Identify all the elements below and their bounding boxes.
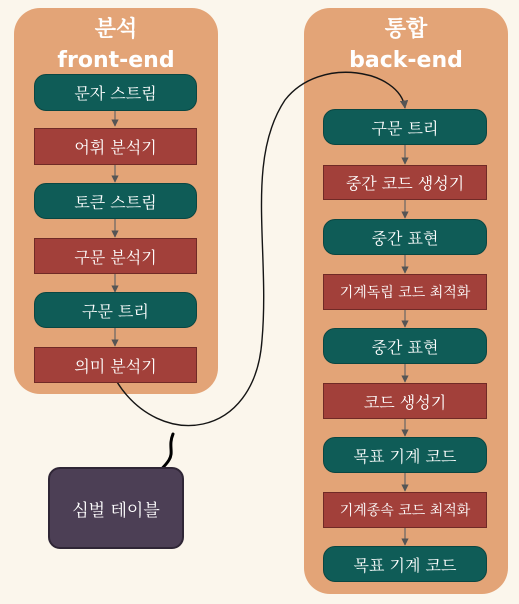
be-target-code-1: 목표 기계 코드 [323, 437, 487, 473]
be-syntax-tree: 구문 트리 [323, 109, 487, 145]
fe-lexical-analyzer: 어휘 분석기 [34, 128, 197, 165]
backend-title-ko: 통합 [384, 17, 428, 42]
symbol-table-link [161, 434, 173, 470]
be-ir-2: 중간 표현 [323, 328, 487, 364]
fe-syntax-analyzer: 구문 분석기 [34, 238, 197, 274]
fe-semantic-analyzer: 의미 분석기 [34, 347, 197, 383]
be-code-generator: 코드 생성기 [323, 383, 487, 419]
be-target-code-2: 목표 기계 코드 [323, 546, 487, 582]
fe-token-stream: 토큰 스트림 [34, 183, 197, 219]
fe-char-stream: 문자 스트림 [34, 74, 197, 111]
be-machine-dependent-optimizer: 기계종속 코드 최적화 [323, 492, 487, 528]
frontend-title-ko: 분석 [94, 17, 138, 42]
be-machine-independent-optimizer: 기계독립 코드 최적화 [323, 274, 487, 310]
backend-title-en: back-end [349, 48, 463, 73]
frontend-title-en: front-end [57, 48, 175, 73]
be-ir-1: 중간 표현 [323, 219, 487, 255]
fe-syntax-tree: 구문 트리 [34, 292, 197, 328]
be-ir-generator: 중간 코드 생성기 [323, 165, 487, 200]
symbol-table: 심벌 테이블 [48, 467, 184, 549]
